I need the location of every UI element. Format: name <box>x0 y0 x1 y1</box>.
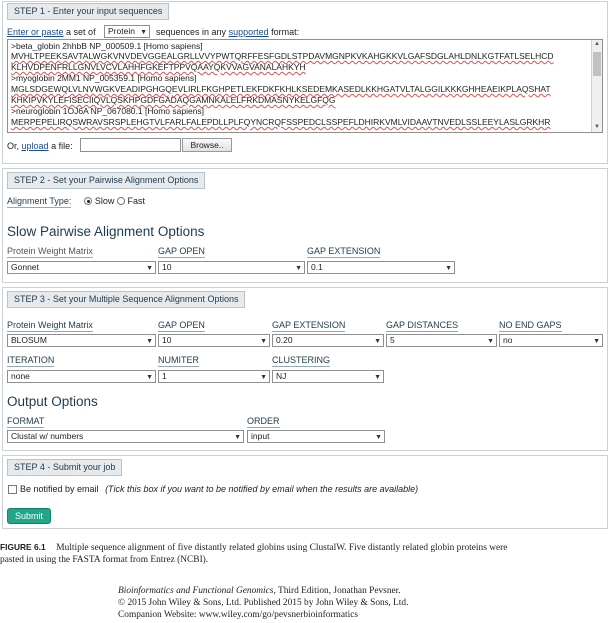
msa-no-end-gaps-select[interactable] <box>499 334 603 347</box>
fast-radio[interactable] <box>117 197 125 205</box>
alignment-type-label: Alignment Type: <box>7 196 72 206</box>
upload-row <box>7 141 73 151</box>
email-notify-row <box>20 484 418 494</box>
sequence-type-value: Protein <box>108 26 135 36</box>
msa-no-end-gaps-value: no <box>503 335 513 345</box>
msa-clustering-select[interactable] <box>272 370 384 383</box>
pairwise-matrix-select[interactable] <box>7 261 156 274</box>
msa-gap-extension-select[interactable] <box>272 334 384 347</box>
msa-numiter-select[interactable] <box>158 370 270 383</box>
textarea-scrollbar[interactable] <box>591 40 602 132</box>
figure-label: FIGURE 6.1 <box>0 542 46 552</box>
step2-title: STEP 2 - Set your Pairwise Alignment Options <box>7 172 205 189</box>
book-credit <box>118 585 408 621</box>
chevron-down-icon: ▼ <box>260 338 267 345</box>
msa-clustering-label: CLUSTERING <box>272 355 331 365</box>
book-website: Companion Website: www.wiley.com/go/pevsnerbioinformatics <box>118 610 358 620</box>
chevron-down-icon: ▼ <box>445 265 452 272</box>
chevron-down-icon: ▼ <box>234 434 241 441</box>
output-order-label: ORDER <box>247 416 280 426</box>
supported-format-row <box>156 27 299 37</box>
sequence-line: >neuroglobin 1OJ6A NP_067080.1 [Homo sapiens] <box>11 106 205 116</box>
msa-matrix-select[interactable] <box>7 334 156 347</box>
sequence-line: >beta_globin 2hhbB NP_000509.1 [Homo sapiens] <box>11 41 203 51</box>
sequence-line: MGLSDGEWQLVLNVWGKVEADIPGHGQEVLIRLFKGHPETLEKFDKFKHLKSEDEMKASEDLKKHGATVLTALGGILKKKGHHEAEIKPLAQSHAT <box>11 84 551 94</box>
msa-no-end-gaps-label: NO END GAPS <box>499 320 562 330</box>
pairwise-gap-extension-label: GAP EXTENSION <box>307 246 381 256</box>
chevron-down-icon: ▼ <box>487 338 494 345</box>
pairwise-gap-extension-select[interactable] <box>307 261 455 274</box>
output-order-value: input <box>251 431 270 441</box>
format-suffix-text: format: <box>271 27 300 37</box>
step4-title: STEP 4 - Submit your job <box>7 459 122 476</box>
browse-button[interactable]: Browse.. <box>182 138 232 152</box>
caption-text-line2: pasted in using the FASTA format from Entrez (NCBI). <box>0 555 209 565</box>
upload-suffix-text: a file: <box>51 141 73 151</box>
msa-gap-open-label: GAP OPEN <box>158 320 205 330</box>
msa-matrix-label: Protein Weight Matrix <box>7 320 93 330</box>
caption-text-line1: Multiple sequence alignment of five distantly related globins using ClustalW. Five distantly related globin proteins were <box>56 543 508 553</box>
pairwise-matrix-value: Gonnet <box>11 262 39 272</box>
chevron-down-icon: ▼ <box>146 265 153 272</box>
msa-iteration-value: none <box>11 371 30 381</box>
book-title: Bioinformatics and Functional Genomics <box>118 586 274 596</box>
book-edition: , Third Edition, Jonathan Pevsner. <box>273 586 401 596</box>
scrollbar-thumb[interactable] <box>593 52 601 76</box>
slow-radio[interactable] <box>84 197 92 205</box>
sequence-line: MVHLTPEEKSAVTALWGKVNVDEVGGEALGRLLVVYPWTQRFFESFGDLSTPDAVMGNPKVKAHGKKVLGAFSDGLAHLDNLKGTFATLSELHCD <box>11 51 554 61</box>
output-format-label: FORMAT <box>7 416 45 426</box>
output-format-value: Clustal w/ numbers <box>11 431 84 441</box>
output-order-select[interactable] <box>247 430 385 443</box>
msa-clustering-value: NJ <box>276 371 287 381</box>
figure-caption <box>0 541 611 566</box>
enter-paste-link[interactable]: Enter or paste <box>7 27 64 37</box>
sequence-line: MERPEPELIRQSWRAVSRSPLEHGTVLFARLFALEPDLLPLFQYNCRQFSSPEDCLSSPEFLDHIRKVMLVIDAAVTNVEDLSSLEEYLASLGRKHR <box>11 117 551 127</box>
msa-matrix-value: BLOSUM <box>11 335 47 345</box>
email-notify-label: Be notified by email <box>20 484 99 494</box>
book-copyright: © 2015 John Wiley & Sons, Ltd. Published 2015 by John Wiley & Sons, Ltd. <box>118 598 409 608</box>
sequences-in-any-text: sequences in any <box>156 27 227 37</box>
a-set-of-text: a set of <box>66 27 96 37</box>
submit-button[interactable]: Submit <box>7 508 51 524</box>
msa-gap-extension-value: 0.20 <box>276 335 293 345</box>
chevron-down-icon: ▼ <box>140 29 147 36</box>
sequence-type-select[interactable] <box>104 25 150 38</box>
chevron-down-icon: ▼ <box>295 265 302 272</box>
fast-radio-label: Fast <box>127 196 145 206</box>
upload-prefix-text: Or, <box>7 141 20 151</box>
pairwise-gap-extension-value: 0.1 <box>311 262 323 272</box>
output-options-header: Output Options <box>7 394 98 409</box>
email-notify-hint: (Tick this box if you want to be notified by email when the results are available) <box>105 484 419 494</box>
msa-gap-extension-label: GAP EXTENSION <box>272 320 346 330</box>
pairwise-gap-open-label: GAP OPEN <box>158 246 205 256</box>
slow-radio-label: Slow <box>94 196 115 206</box>
step1-title: STEP 1 - Enter your input sequences <box>7 3 169 20</box>
scroll-up-icon[interactable]: ▲ <box>594 41 600 47</box>
msa-iteration-label: ITERATION <box>7 355 55 365</box>
sequence-line: >myoglobin 2MM1 NP_005359.1 [Homo sapiens] <box>11 73 197 83</box>
chevron-down-icon: ▼ <box>593 338 600 345</box>
email-notify-checkbox[interactable] <box>8 485 17 494</box>
chevron-down-icon: ▼ <box>260 374 267 381</box>
chevron-down-icon: ▼ <box>374 338 381 345</box>
chevron-down-icon: ▼ <box>146 338 153 345</box>
pairwise-gap-open-value: 10 <box>162 262 172 272</box>
chevron-down-icon: ▼ <box>146 374 153 381</box>
msa-gap-open-value: 10 <box>162 335 172 345</box>
output-format-select[interactable] <box>7 430 244 443</box>
step3-panel <box>2 287 608 451</box>
sequence-line: KLHVDPENFRLLGNVLVCVLAHHFGKEFTPPVQAAYQKVVAGVANALAHKYH <box>11 62 306 72</box>
scroll-down-icon[interactable]: ▼ <box>594 124 600 130</box>
msa-numiter-label: NUMITER <box>158 355 199 365</box>
sequence-line: KHKIPVKYLEFISECIIQVLQSKHPGDFGADAQGAMNKALELFRKDMASNYKELGFQG <box>11 95 336 105</box>
chevron-down-icon: ▼ <box>375 434 382 441</box>
upload-link[interactable]: upload <box>21 141 49 151</box>
msa-iteration-select[interactable] <box>7 370 156 383</box>
msa-gap-distances-select[interactable] <box>386 334 497 347</box>
file-path-input[interactable] <box>80 138 181 152</box>
sequence-textarea[interactable] <box>7 39 603 133</box>
supported-link[interactable]: supported <box>228 27 269 37</box>
msa-gap-distances-label: GAP DISTANCES <box>386 320 459 330</box>
chevron-down-icon: ▼ <box>374 374 381 381</box>
pairwise-matrix-label: Protein Weight Matrix <box>7 246 93 256</box>
msa-numiter-value: 1 <box>162 371 167 381</box>
msa-gap-open-select[interactable] <box>158 334 270 347</box>
enter-sequences-row <box>7 27 96 37</box>
msa-gap-distances-value: 5 <box>390 335 395 345</box>
slow-pairwise-header: Slow Pairwise Alignment Options <box>7 224 205 239</box>
pairwise-gap-open-select[interactable] <box>158 261 305 274</box>
alignment-type-row <box>7 196 145 206</box>
step3-title: STEP 3 - Set your Multiple Sequence Alignment Options <box>7 291 245 308</box>
